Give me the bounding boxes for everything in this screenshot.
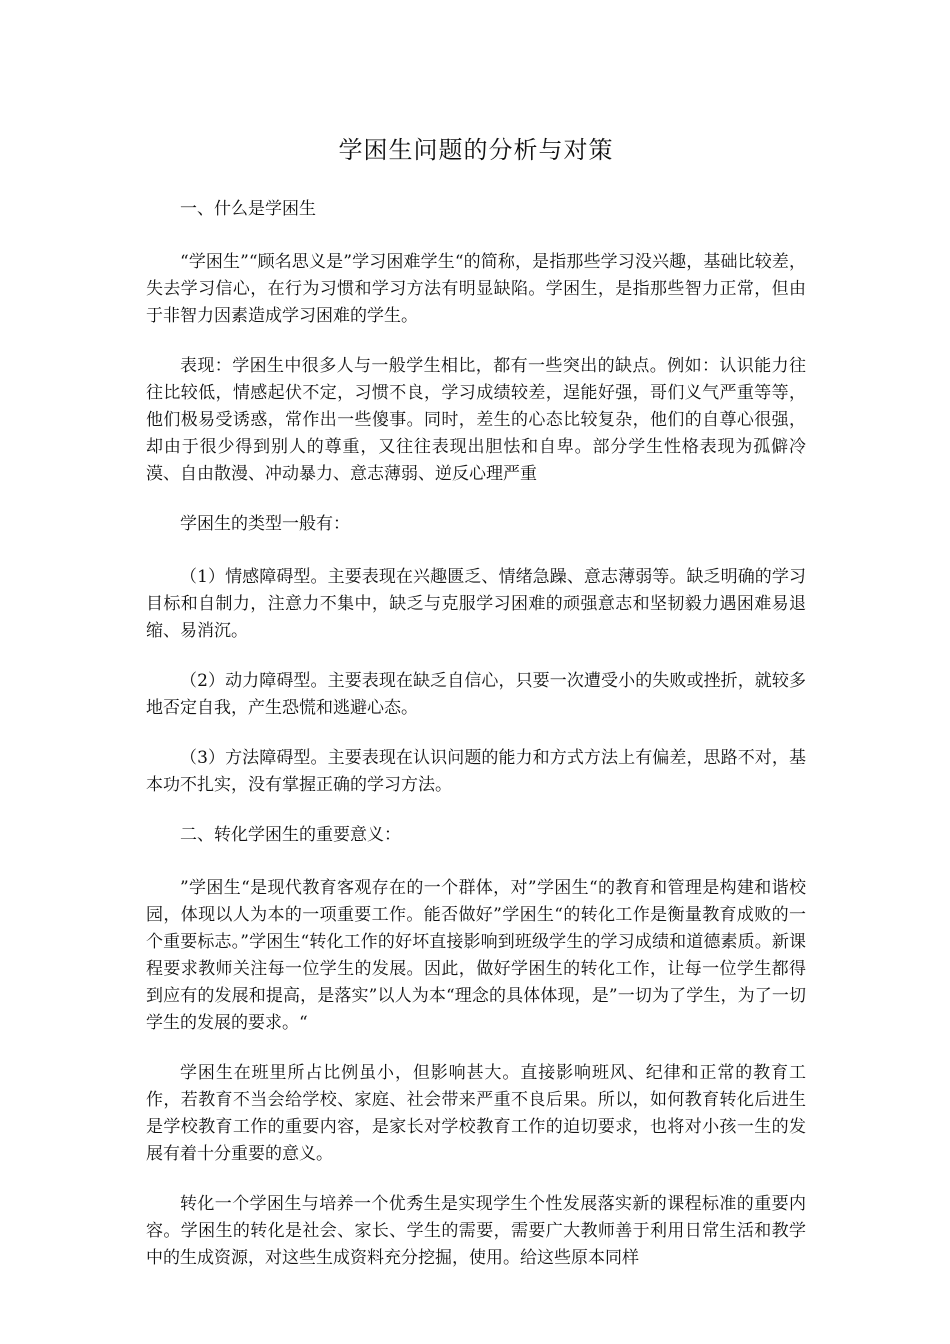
section-heading-1: 一、什么是学困生 (180, 199, 316, 219)
document-title: 学困生问题的分析与对策 (338, 136, 614, 164)
paragraph-manifestation: 表现：学困生中很多人与一般学生相比，都有一些突出的缺点。例如：认识能力往往比较低，情感起伏不定，习惯不良，学习成绩较差，逞能好强，哥们义气严重等等，他们极易受诱惑，常作出一些傻事。同时，差生的心态比较复杂，他们的自尊心很强，却由于很少得到别人的尊重，又往往表现出胆怯和自卑。部分学生性格表现为孤僻冷漠、自由散漫、冲动暴力、意志薄弱、逆反心理严重 (146, 356, 806, 484)
paragraph-types-intro: 学困生的类型一般有： (180, 514, 350, 534)
document-body (146, 196, 806, 1295)
paragraph-type-method: （3）方法障碍型。主要表现在认识问题的能力和方式方法上有偏差，思路不对，基本功不扎实，没有掌握正确的学习方法。 (146, 748, 806, 795)
paragraph-significance: ”学困生“是现代教育客观存在的一个群体，对”学困生“的教育和管理是构建和谐校园，体现以人为本的一项重要工作。能否做好”学困生“的转化工作是衡量教育成败的一个重要标志。”学困生“转化工作的好坏直接影响到班级学生的学习成绩和道德素质。新课程要求教师关注每一位学生的发展。因此，做好学困生的转化工作，让每一位学生都得到应有的发展和提高，是落实”以人为本“理念的具体体现，是”一切为了学生，为了一切学生的发展的要求。“ (146, 878, 806, 1033)
paragraph-transformation: 转化一个学困生与培养一个优秀生是实现学生个性发展落实新的课程标准的重要内容。学困生的转化是社会、家长、学生的需要，需要广大教师善于利用日常生活和教学中的生成资源，对这些生成资料充分挖掘，使用。给这些原本同样 (146, 1194, 806, 1268)
paragraph-type-emotional: （1）情感障碍型。主要表现在兴趣匮乏、情绪急躁、意志薄弱等。缺乏明确的学习目标和自制力，注意力不集中，缺乏与克服学习困难的顽强意志和坚韧毅力遇困难易退缩、易消沉。 (146, 567, 806, 641)
paragraph-definition: “学困生”“顾名思义是”学习困难学生“的简称，是指那些学习没兴趣，基础比较差，失去学习信心，在行为习惯和学习方法有明显缺陷。学困生，是指那些智力正常，但由于非智力因素造成学习困难的学生。 (146, 252, 806, 326)
paragraph-type-motivation: （2）动力障碍型。主要表现在缺乏自信心，只要一次遭受小的失败或挫折，就较多地否定自我，产生恐慌和逃避心态。 (146, 671, 806, 718)
section-heading-2: 二、转化学困生的重要意义： (180, 825, 401, 845)
paragraph-influence: 学困生在班里所占比例虽小，但影响甚大。直接影响班风、纪律和正常的教育工作，若教育不当会给学校、家庭、社会带来严重不良后果。所以，如何教育转化后进生是学校教育工作的重要内容，是家长对学校教育工作的迫切要求，也将对小孩一生的发展有着十分重要的意义。 (146, 1063, 806, 1164)
